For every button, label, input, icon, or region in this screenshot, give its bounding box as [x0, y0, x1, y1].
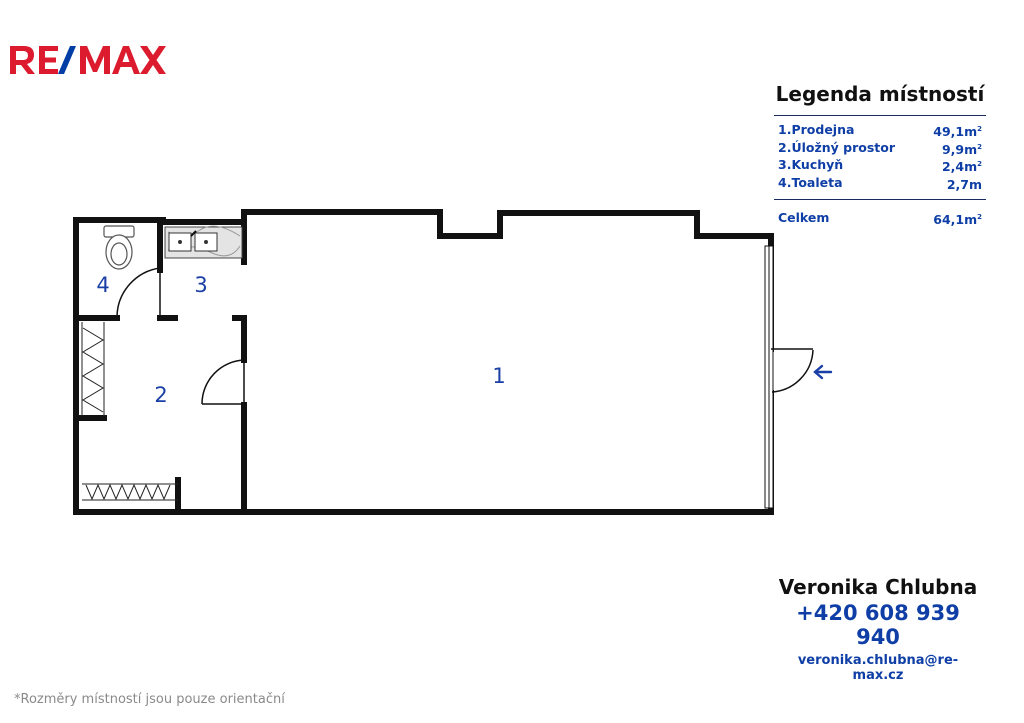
agent-contact: [775, 575, 981, 683]
dimensions-disclaimer: *Rozměry místností jsou pouze orientační: [14, 692, 285, 707]
legend-room-area: $9,9m^2$: [941, 141, 982, 157]
storage-shelving-icon: [82, 322, 178, 500]
legend-room-label: 3.Kuchyň: [778, 157, 844, 173]
legend-total-area: $64,1m^2$: [933, 211, 982, 227]
agent-name: Veronika Chlubna: [778, 575, 978, 599]
agent-email: veronika.chlubna@re-max.cz: [797, 653, 959, 683]
legend-room-label: 2.Úložný prostor: [778, 139, 896, 155]
room-label-1: 1: [492, 364, 506, 388]
doors: [117, 268, 813, 405]
legend-room-label: 1.Prodejna: [778, 122, 855, 137]
kitchen-counter-icon: [165, 226, 242, 258]
legend-title: Legenda místností: [775, 82, 985, 106]
room-label-2: 2: [154, 383, 168, 407]
room-label-3: 3: [194, 273, 208, 297]
glazed-wall: [765, 246, 773, 508]
toilet-icon: [104, 226, 134, 269]
legend-room-area: 2,7m: [946, 177, 982, 193]
legend-room-area: $2,4m^2$: [941, 159, 982, 175]
legend-total-label: Celkem: [778, 209, 830, 225]
legend-room-area: $49,1m^2$: [933, 124, 982, 140]
arrow-left-icon: [815, 366, 831, 378]
legend-room-label: 4.Toaleta: [778, 174, 843, 190]
room-label-4: 4: [96, 273, 110, 297]
agent-phone: +420 608 939 940: [796, 601, 960, 649]
